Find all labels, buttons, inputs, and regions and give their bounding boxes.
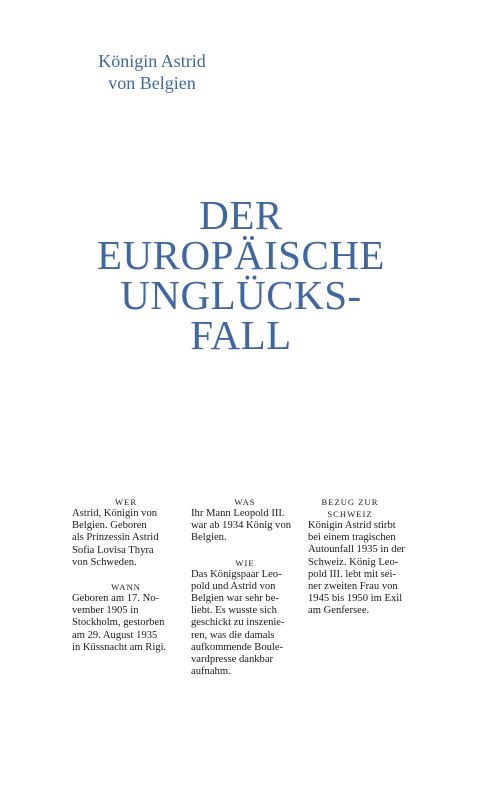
text-line: in Küssnacht am Rigi. [72,641,167,653]
text-line: vardpresse dankbar [191,654,274,666]
heading-wie: WIE [235,557,255,568]
text-line: ren, was die damals [191,629,275,641]
text-line: pold III. lebt mit sei- [308,568,396,580]
text-line: bei einem tragischen [308,532,396,544]
text-line: als Prinzessin Astrid [72,532,159,544]
headline [0,192,482,358]
text-line: 1945 bis 1950 im Exil [308,593,403,605]
text-line: am Genfersee. [308,605,370,617]
heading-bezug-line: SCHWEIZ [327,509,373,519]
text-line: Das Königspaar Leo- [191,568,282,580]
text-line: aufnahm. [191,666,231,678]
text-line: liebt. Es wusste sich [191,605,277,617]
text-line: Geboren am 17. No- [72,593,160,605]
text-line: war ab 1934 König von [191,520,292,532]
text-line: am 29. August 1935 [72,629,158,641]
text-line: Sofia Lovisa Thyra [72,544,154,556]
text-line: Belgien. Geboren [72,520,147,532]
spacer [72,569,180,581]
headline-line: UNGLÜCKS- [120,272,362,318]
column-bezug-zur-schweiz [308,496,420,618]
column-wer-wann [72,496,180,654]
text-line: Schweiz. König Leo- [308,556,399,568]
text-line: geschickt zu inszenie- [191,617,285,629]
spacer [191,545,299,557]
headline-line: EUROPÄISCHE [97,232,385,278]
heading-was: WAS [234,497,256,507]
column-was-wie [191,496,299,678]
text-line: ner zweiten Frau von [308,581,398,593]
text-line: Königin Astrid stirbt [308,520,396,531]
headline-line: DER [199,192,283,238]
text-line: vember 1905 in [72,605,139,617]
heading-wann: WANN [111,582,141,593]
text-line: Astrid, Königin von [72,508,158,519]
subtitle-line: von Belgien [108,73,196,93]
heading-wer: WER [114,497,138,507]
text-line: Belgien war sehr be- [191,593,279,605]
heading-bezug-line: BEZUG ZUR [321,497,379,507]
subtitle-line: Königin Astrid [98,51,206,71]
text-line: Stockholm, gestorben [72,617,165,629]
text-line: aufkommende Boule- [191,641,284,653]
text-line: Autounfall 1935 in der [308,544,405,556]
subtitle [72,50,232,94]
headline-line: FALL [190,312,292,358]
text-line: pold und Astrid von [191,580,276,592]
text-line: Ihr Mann Leopold III. [191,508,285,519]
text-line: von Schweden. [72,556,137,568]
text-line: Belgien. [191,532,227,544]
